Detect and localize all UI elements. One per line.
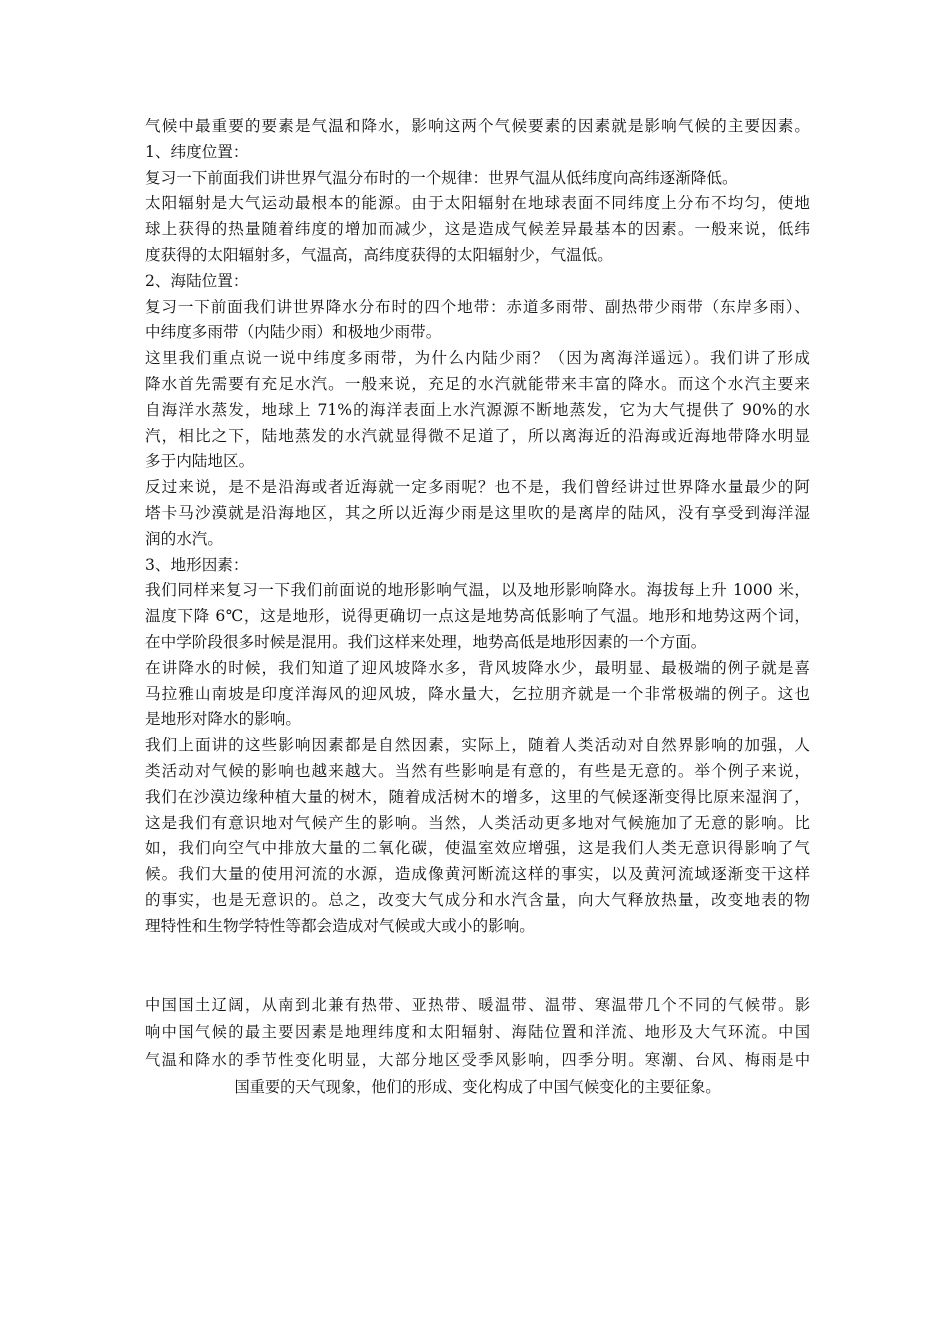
- text-line: 我们在沙漠边缘种植大量的树木，随着成活树木的增多，这里的气候逐渐变得比原来湿润了，: [145, 787, 810, 806]
- text-line: 塔卡马沙漠就是沿海地区，其之所以近海少雨是这里吹的是离岸的陆风，没有享受到海洋湿: [145, 503, 810, 522]
- text-line: 2、海陆位置：: [145, 271, 249, 290]
- text-line: 马拉雅山南坡是印度洋海风的迎风坡，降水量大，乞拉朋齐就是一个非常极端的例子。这也: [145, 684, 810, 703]
- text-line: 汽，相比之下，陆地蒸发的水汽就显得微不足道了，所以离海近的沿海或近海地带降水明显: [145, 426, 810, 445]
- text-line: 理特性和生物学特性等都会造成对气候或大或小的影响。: [145, 916, 535, 935]
- text-line: 复习一下前面我们讲世界降水分布时的四个地带：赤道多雨带、副热带少雨带（东岸多雨）、: [145, 297, 810, 316]
- text-line: 太阳辐射是大气运动最根本的能源。由于太阳辐射在地球表面不同纬度上分布不均匀，使地: [145, 194, 810, 213]
- text-line: 降水首先需要有充足水汽。一般来说，充足的水汽就能带来丰富的降水。而这个水汽主要来: [145, 374, 810, 393]
- summary-paragraph: [145, 992, 810, 1101]
- text-line: 候。我们大量的使用河流的水源，造成像黄河断流这样的事实，以及黄河流域逐渐变干这样: [145, 865, 810, 884]
- summary-line: 气温和降水的季节性变化明显，大部分地区受季风影响，四季分明。寒潮、台风、梅雨是中: [145, 1050, 810, 1069]
- text-line: 球上获得的热量随着纬度的增加而减少，这是造成气候差异最基本的因素。一般来说，低纬: [145, 220, 810, 239]
- text-line: 复习一下前面我们讲世界气温分布时的一个规律：世界气温从低纬度向高纬逐渐降低。: [145, 168, 738, 187]
- article-body: [145, 114, 810, 940]
- text-line: 3、地形因素：: [145, 555, 249, 574]
- text-line: 反过来说，是不是沿海或者近海就一定多雨呢？也不是，我们曾经讲过世界降水量最少的阿: [145, 478, 810, 497]
- text-line: 在讲降水的时候，我们知道了迎风坡降水多，背风坡降水少，最明显、最极端的例子就是喜: [145, 658, 810, 677]
- text-line: 这里我们重点说一说中纬度多雨带，为什么内陆少雨？（因为离海洋遥远）。我们讲了形成: [145, 349, 810, 368]
- text-line: 在中学阶段很多时候是混用。我们这样来处理，地势高低是地形因素的一个方面。: [145, 632, 707, 651]
- text-line: 这是我们有意识地对气候产生的影响。当然，人类活动更多地对气候施加了无意的影响。比: [145, 813, 810, 832]
- summary-line: 中国国土辽阔，从南到北兼有热带、亚热带、暖温带、温带、寒温带几个不同的气候带。影: [145, 996, 810, 1014]
- text-line: 中纬度多雨带（内陆少雨）和极地少雨带。: [145, 323, 442, 342]
- summary-line: 国重要的天气现象，他们的形成、变化构成了中国气候变化的主要征象。: [234, 1077, 721, 1096]
- text-line: 我们上面讲的这些影响因素都是自然因素，实际上，随着人类活动对自然界影响的加强，人: [145, 736, 810, 755]
- text-line: 润的水汽。: [145, 529, 223, 548]
- text-line: 的事实，也是无意识的。总之，改变大气成分和水汽含量，向大气释放热量，改变地表的物: [145, 890, 810, 909]
- text-line: 是地形对降水的影响。: [145, 710, 301, 729]
- summary-line: 响中国气候的最主要因素是地理纬度和太阳辐射、海陆位置和洋流、地形及大气环流。中国: [145, 1023, 810, 1042]
- text-line: 如，我们向空气中排放大量的二氧化碳，使温室效应增强，这是我们人类无意识得影响了气: [145, 839, 810, 858]
- text-line: 类活动对气候的影响也越来越大。当然有些影响是有意的，有些是无意的。举个例子来说，: [145, 761, 810, 780]
- text-line: 温度下降 6℃，这是地形，说得更确切一点这是地势高低影响了气温。地形和地势这两个词，: [145, 607, 810, 626]
- text-line: 气候中最重要的要素是气温和降水，影响这两个气候要素的因素就是影响气候的主要因素。: [145, 117, 810, 135]
- text-line: 度获得的太阳辐射多，气温高，高纬度获得的太阳辐射少，气温低。: [145, 245, 613, 264]
- text-line: 1、纬度位置：: [145, 142, 249, 161]
- text-line: 多于内陆地区。: [145, 452, 255, 471]
- text-line: 我们同样来复习一下我们前面说的地形影响气温，以及地形影响降水。海拔每上升 1000 米，: [145, 581, 810, 600]
- text-line: 自海洋水蒸发，地球上 71%的海洋表面上水汽源源不断地蒸发，它为大气提供了 90%的水: [145, 400, 810, 419]
